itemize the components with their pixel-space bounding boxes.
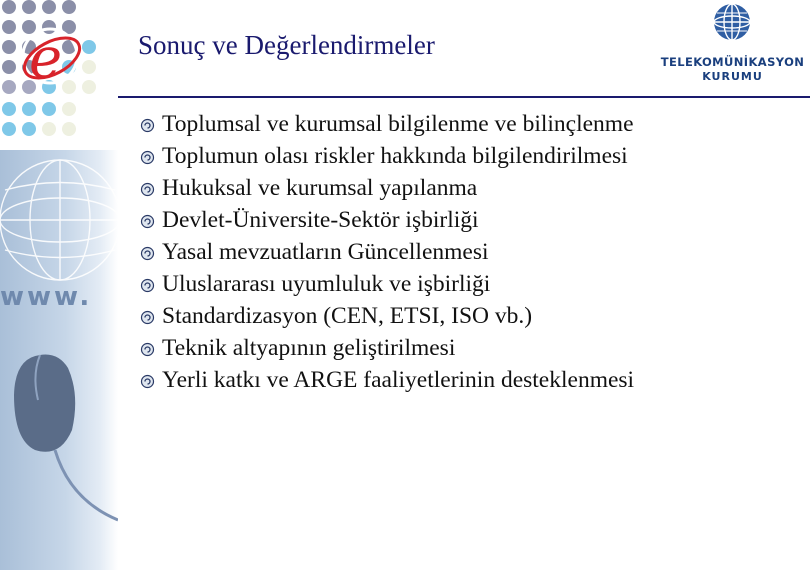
bullet-text: Hukuksal ve kurumsal yapılanma [162,175,478,201]
computer-mouse-icon [14,355,118,520]
logo-text-line2: KURUMU [702,70,763,83]
bullet-text: Yerli katkı ve ARGE faaliyetlerinin desteklenmesi [162,367,635,393]
logo-text-line1: TELEKOMÜNİKASYON [660,55,805,69]
bullet-text: Yasal mevzuatların Güncellenmesi [162,239,489,265]
bullet-text: Teknik altyapının geliştirilmesi [162,335,456,361]
globe-logo-icon [712,2,752,42]
bullet-item [138,336,778,361]
bullet-item [138,208,778,233]
bullet-item [138,144,778,169]
bullet-text: Devlet-Üniversite-Sektör işbirliği [162,207,479,233]
bullet-list [138,112,778,400]
telekomunikasyon-logo [655,2,810,94]
bullet-item [138,368,778,393]
spiral-bullet-icon [140,214,155,229]
bullet-text: Toplumsal ve kurumsal bilgilenme ve bilinçlenme [162,111,634,137]
bullet-item [138,112,778,137]
www-decor-text: www. [0,282,93,312]
bullet-text: Uluslararası uyumluluk ve işbirliği [162,271,491,297]
bullet-item [138,272,778,297]
title-divider [118,96,810,98]
spiral-bullet-icon [140,374,155,389]
globe-wireframe-icon [0,160,118,280]
spiral-bullet-icon [140,150,155,165]
slide-title: Sonuç ve Değerlendirmeler [138,30,435,60]
bullet-item [138,176,778,201]
spiral-bullet-icon [140,278,155,293]
e-logo-icon [18,26,86,91]
spiral-bullet-icon [140,118,155,133]
bullet-text: Standardizasyon (CEN, ETSI, ISO vb.) [162,303,533,329]
bullet-item [138,304,778,329]
bullet-text: Toplumun olası riskler hakkında bilgilendirilmesi [162,143,628,169]
spiral-bullet-icon [140,342,155,357]
spiral-bullet-icon [140,310,155,325]
spiral-bullet-icon [140,246,155,261]
bullet-item [138,240,778,265]
svg-text:e: e [29,26,63,91]
spiral-bullet-icon [140,182,155,197]
